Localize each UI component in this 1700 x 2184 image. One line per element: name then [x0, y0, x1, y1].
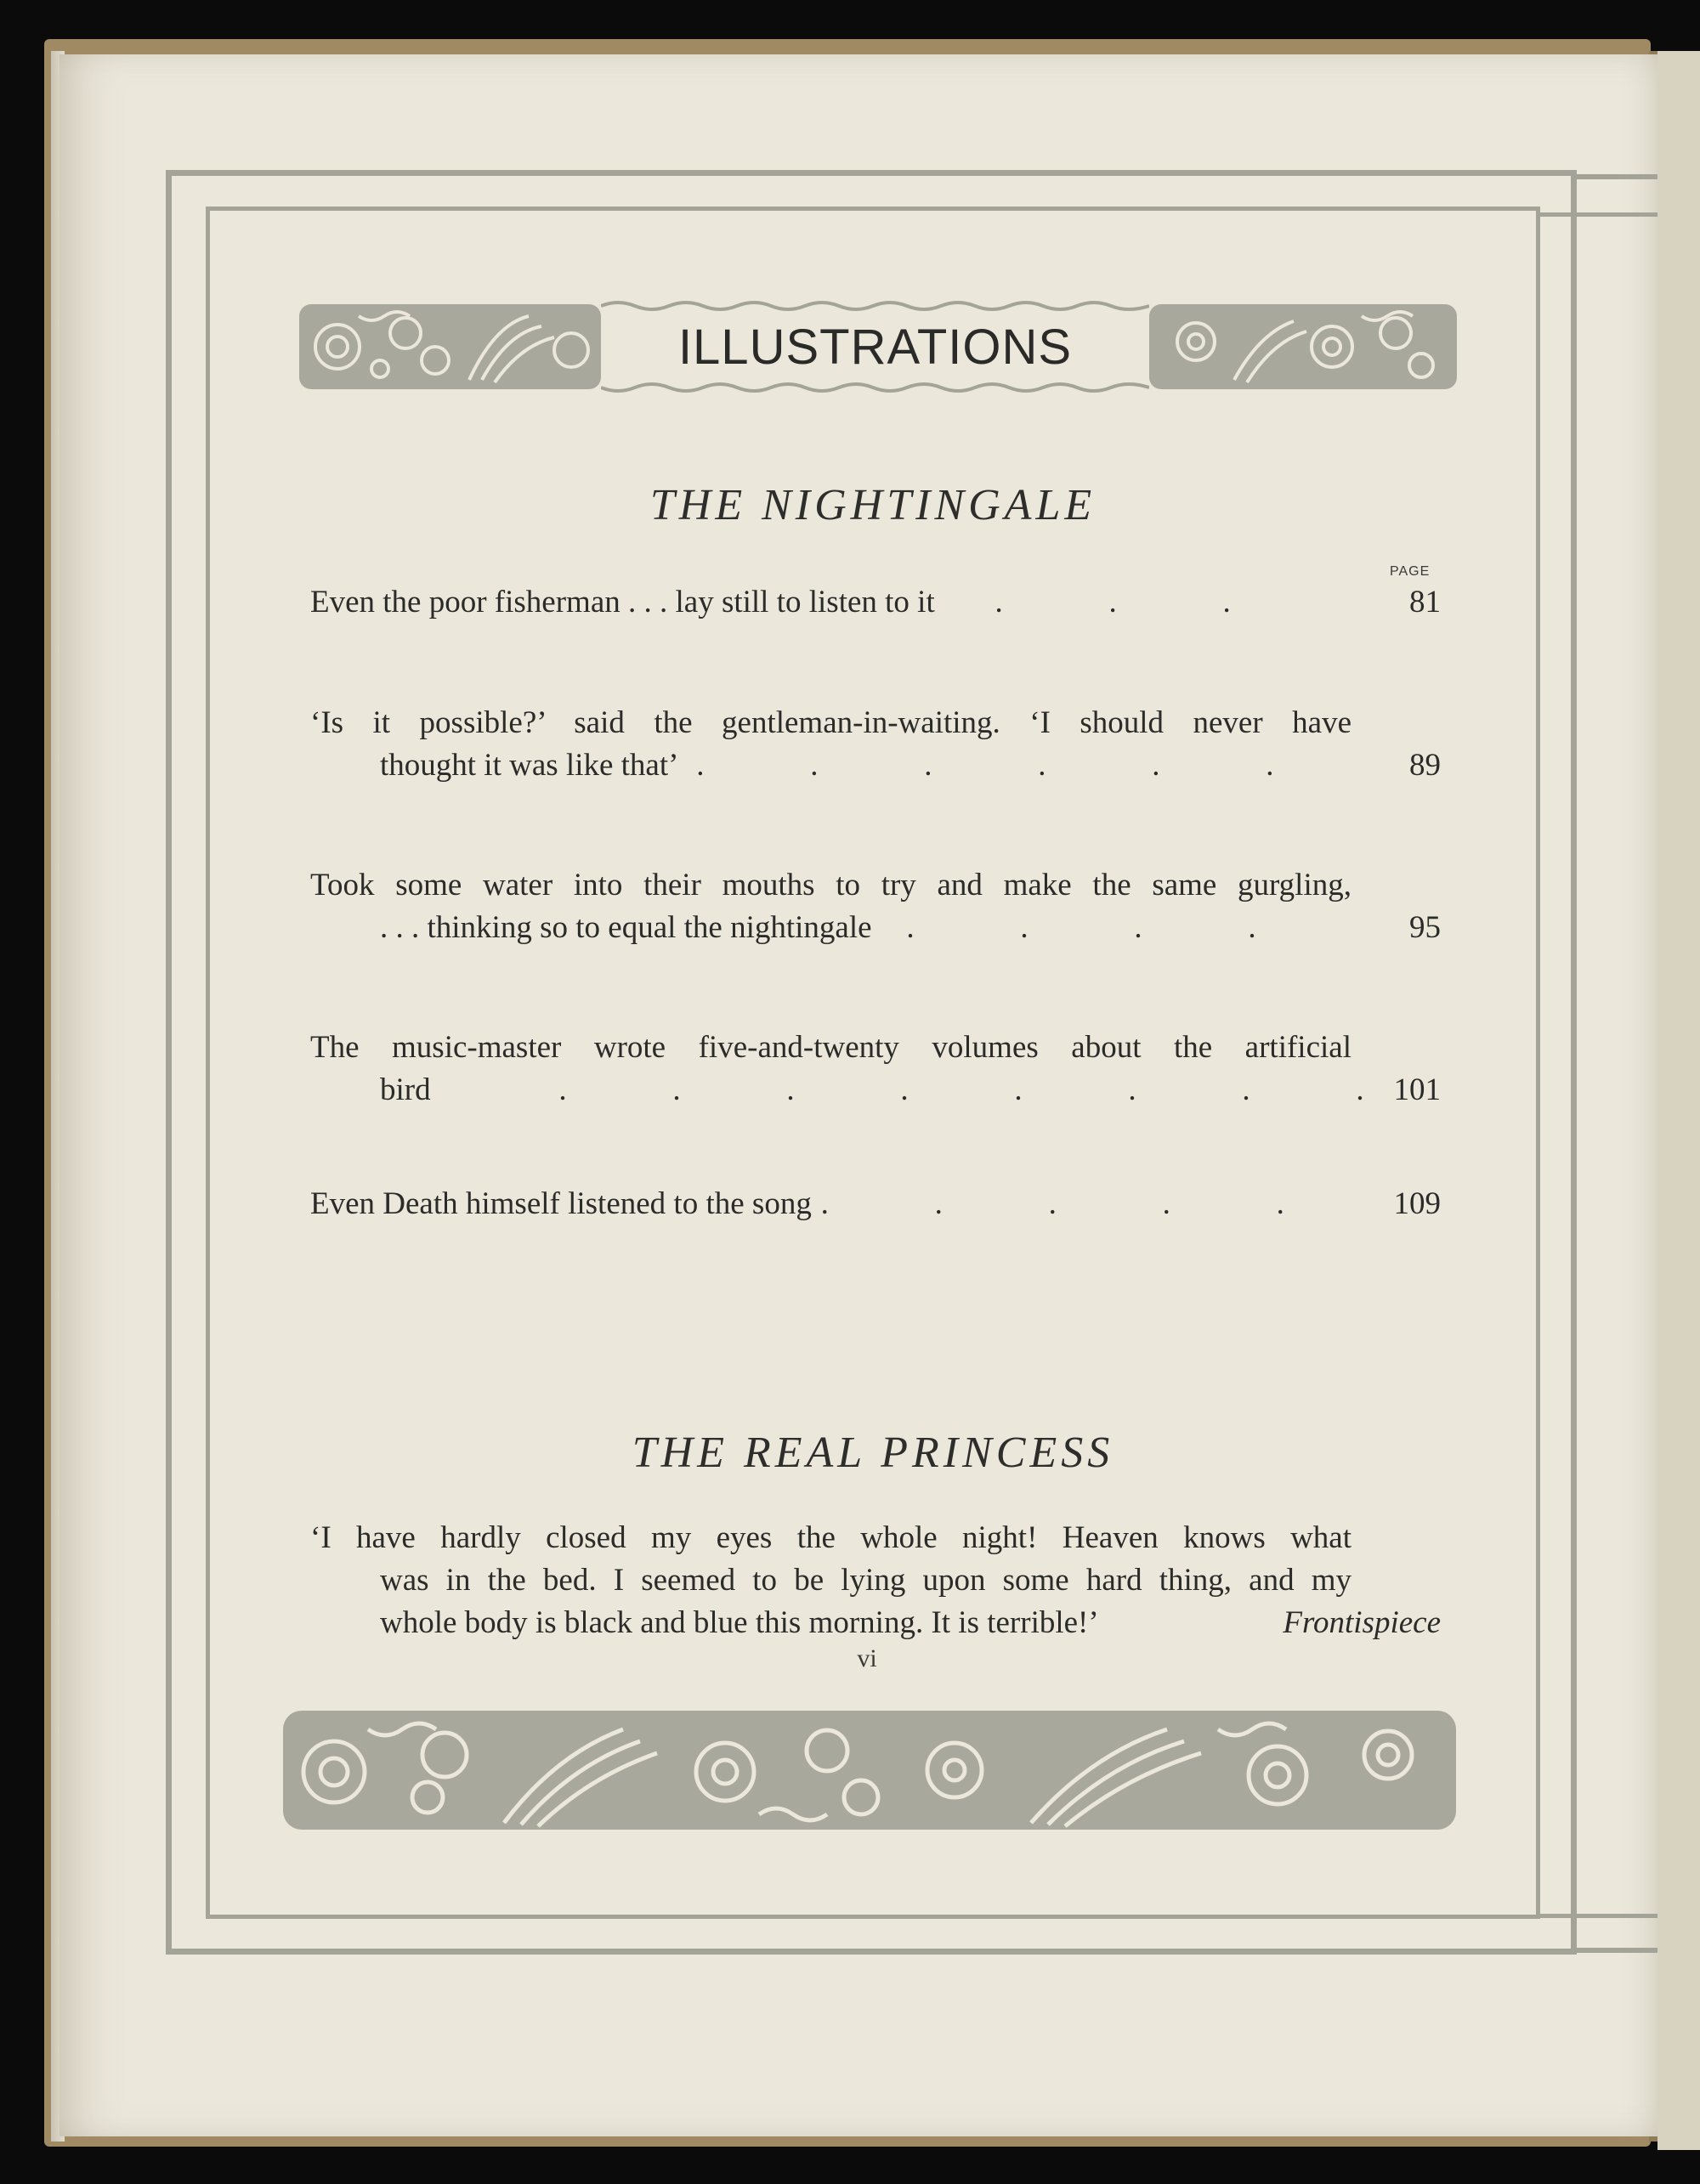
frame-extension-top: [1577, 174, 1658, 179]
frame-extension-bottom-inner: [1540, 1914, 1658, 1918]
entry-caption: ‘Is it possible?’ said the gentleman-in-waiting. ‘I should never have: [310, 705, 1352, 740]
entry-caption-continued: bird: [380, 1072, 431, 1107]
section-title-real-princess: THE REAL PRINCESS: [632, 1429, 1114, 1477]
illustration-entry: [310, 1517, 1441, 1644]
entry-caption: Even Death himself listened to the song: [310, 1186, 812, 1221]
illustration-entry: Took some water into their mouths to try and make the same gurgling, . . . thinking so to equal the nightingale . . . . 95: [310, 864, 1441, 949]
entry-page-number: 101: [1393, 1072, 1441, 1107]
entry-caption: Took some water into their mouths to try and make the same gurgling,: [310, 868, 1352, 902]
illustration-entry: ‘Is it possible?’ said the gentleman-in-waiting. ‘I should never have thought it was like that’ . . . . . . 89: [310, 702, 1441, 787]
entry-page-number: 95: [1409, 910, 1441, 945]
entry-page-number: 109: [1393, 1186, 1441, 1221]
floral-ornament-left: [299, 299, 601, 394]
banner-rule-bottom: [601, 382, 1149, 394]
entry-caption-continued: . . . thinking so to equal the nightingale: [380, 910, 872, 945]
entry-page-number: 81: [1409, 585, 1441, 620]
entry-caption-continued: thought it was like that’: [380, 748, 679, 783]
frame-extension-top-inner: [1540, 212, 1658, 217]
illustration-entry: The music-master wrote five-and-twenty volumes about the artificial bird . . . . . . . . 101: [310, 1027, 1441, 1112]
banner-rule-top: [601, 299, 1149, 311]
floral-ornament-bottom: [283, 1704, 1456, 1836]
facing-page-edge: [1658, 51, 1700, 2150]
entry-page-number: 89: [1409, 748, 1441, 783]
floral-ornament-right: [1149, 299, 1457, 394]
page-folio: vi: [857, 1644, 877, 1672]
header-banner: [299, 299, 1457, 394]
entry-page-number: Frontispiece: [1283, 1605, 1441, 1640]
entry-caption: ‘I have hardly closed my eyes the whole night! Heaven knows what: [310, 1520, 1352, 1555]
entry-caption-continued: was in the bed. I seemed to be lying upon some hard thing, and my: [380, 1563, 1352, 1598]
entry-caption: The music-master wrote five-and-twenty volumes about the artificial: [310, 1030, 1352, 1065]
entry-caption: Even the poor fisherman . . . lay still to listen to it: [310, 585, 935, 620]
frame-extension-bottom: [1577, 1948, 1658, 1953]
illustration-entry: Even Death himself listened to the song . . . . . 109: [310, 1183, 1441, 1225]
entry-caption-continued: whole body is black and blue this morning. It is terrible!’: [380, 1605, 1099, 1640]
page-title: ILLUSTRATIONS: [677, 319, 1073, 375]
section-title-nightingale: THE NIGHTINGALE: [649, 481, 1096, 529]
page-column-label: PAGE: [1390, 564, 1431, 579]
illustration-entry: Even the poor fisherman . . . lay still to listen to it . . . 81: [310, 581, 1441, 624]
